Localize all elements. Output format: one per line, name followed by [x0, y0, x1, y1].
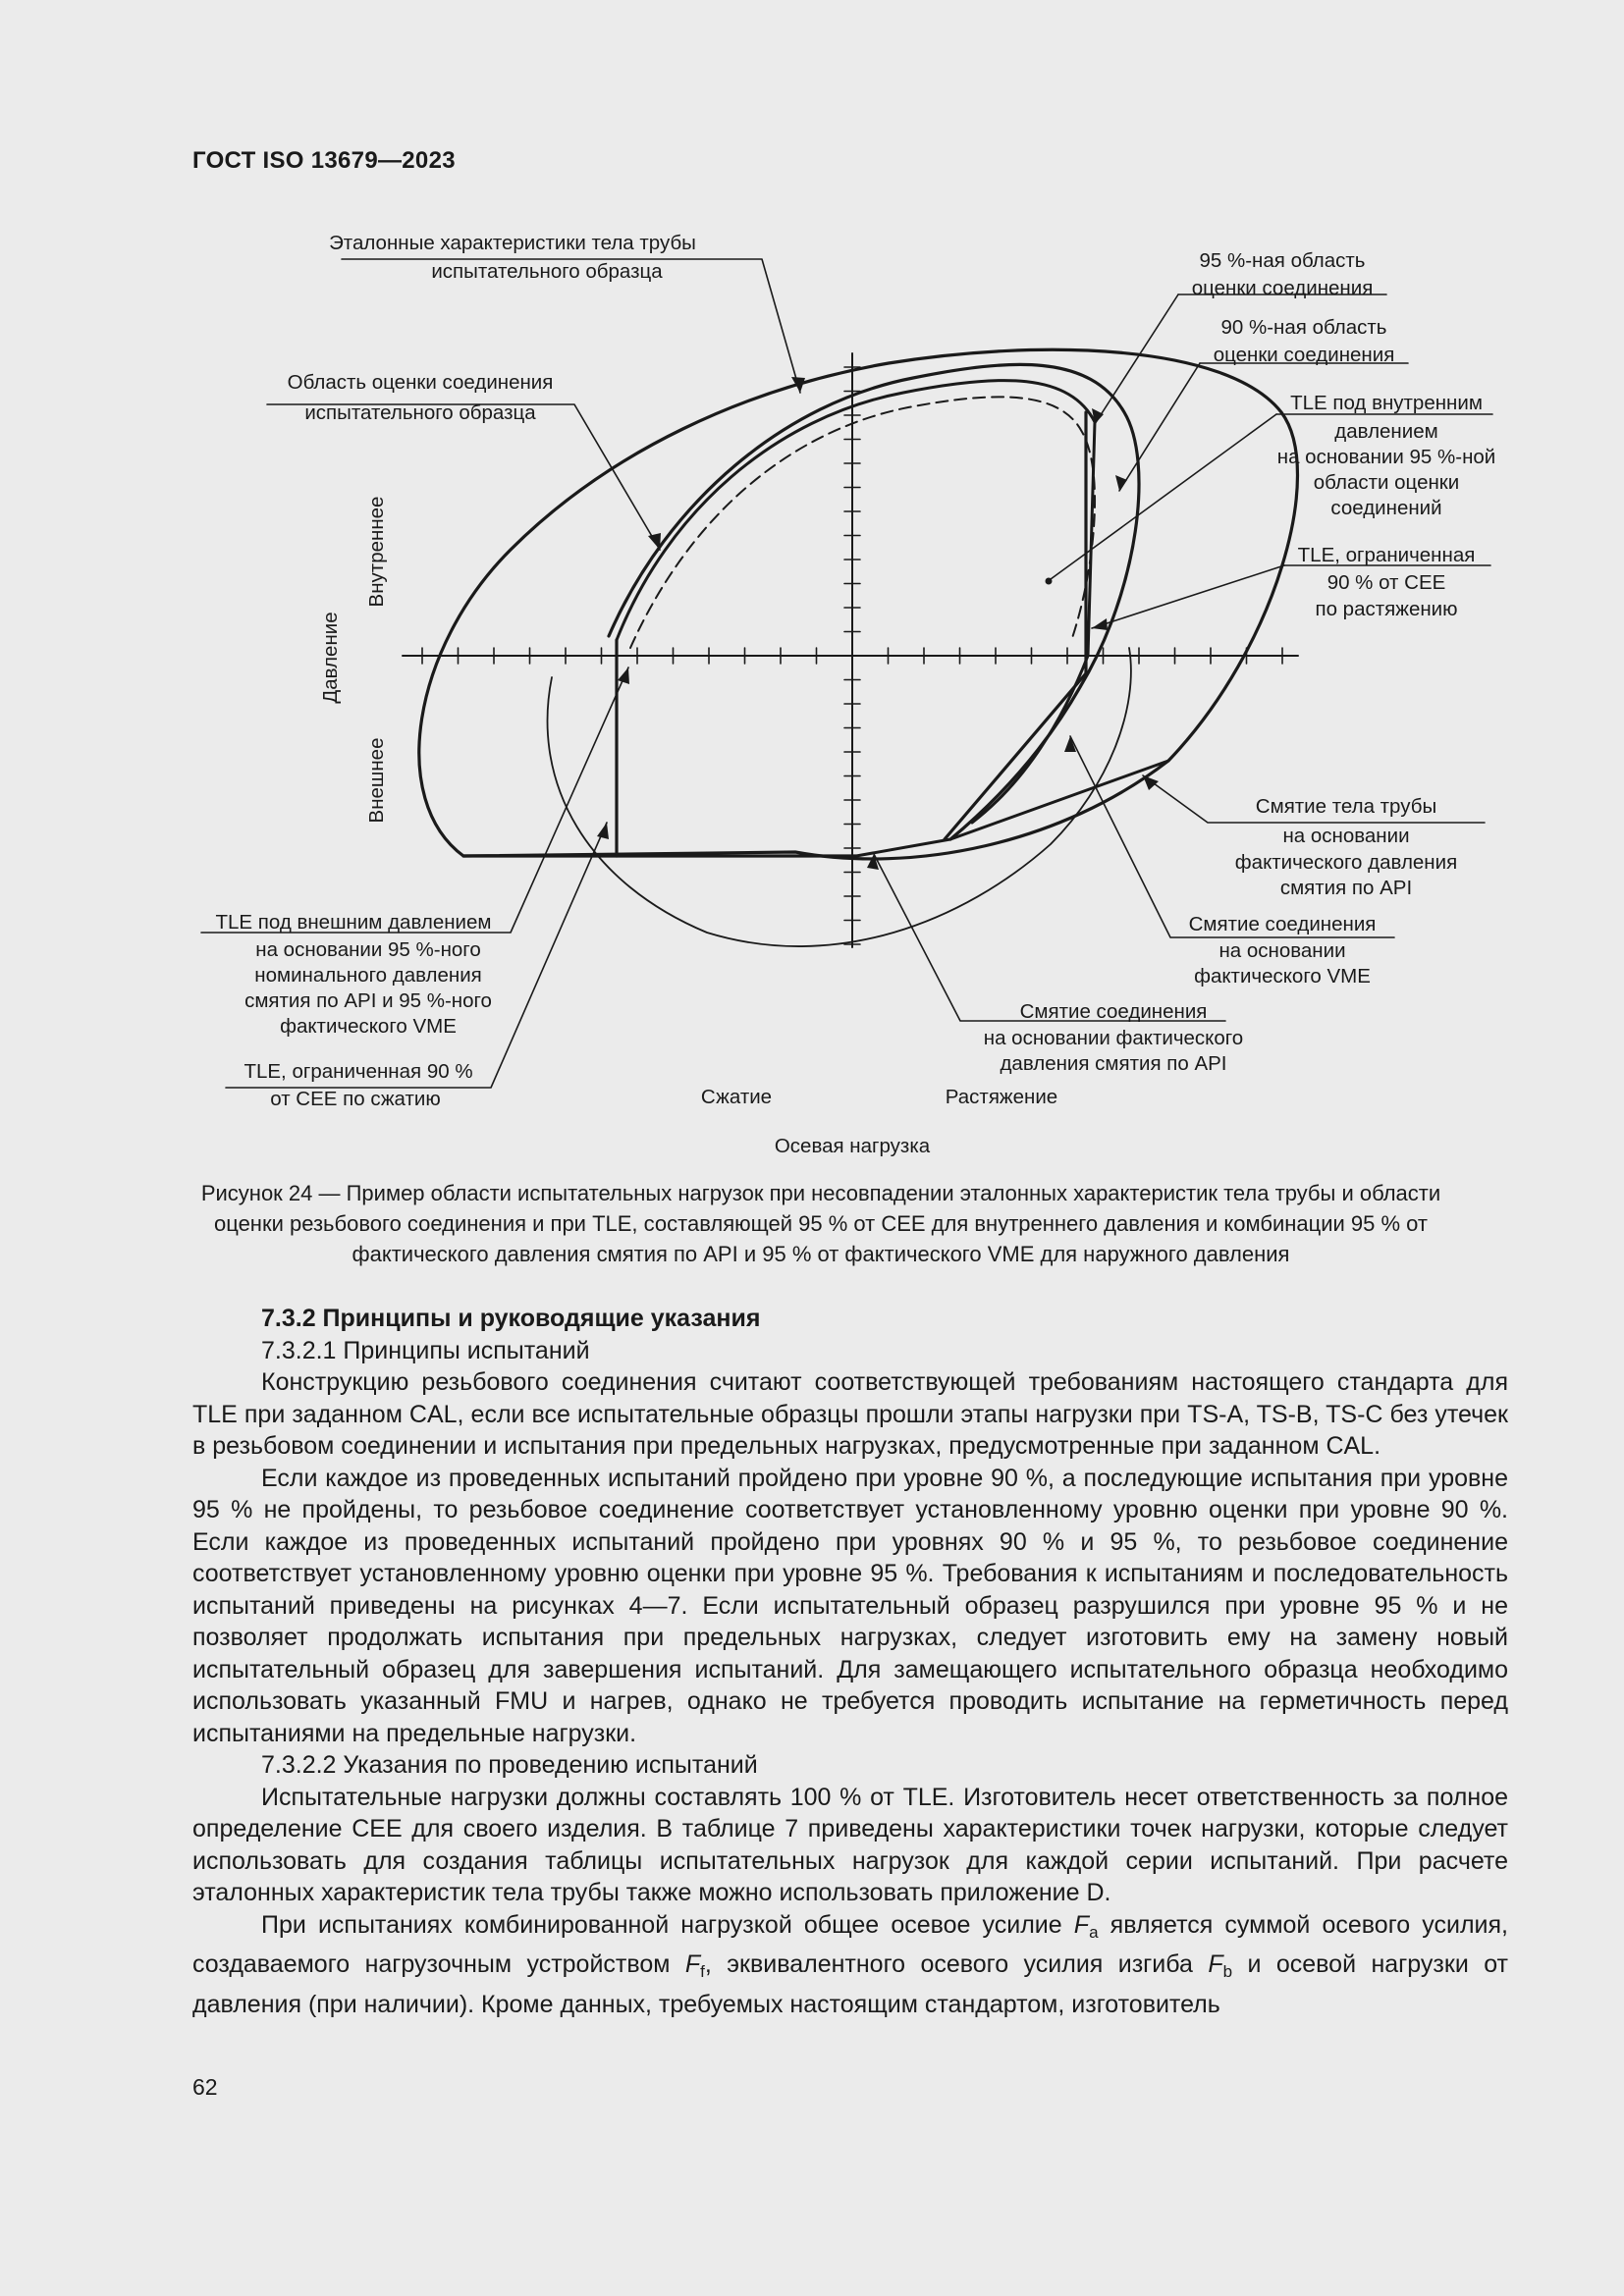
label-tle-compression-2: от CEE по сжатию: [270, 1088, 441, 1110]
figure-caption: Рисунок 24 — Пример области испытательных нагрузок при несовпадении эталонных характеристик тела трубы и области оценки резьбового соединения и при TLE, составляющей 95 % от CEE для внутреннего давления и комбинации 95 % от фактического давления смятия по API и 95 % от фактического VME для наружного давления: [200, 1181, 1441, 1266]
label-tle-external-5: фактического VME: [280, 1015, 457, 1038]
axis-label-internal: Внутреннее: [365, 496, 388, 608]
label-collapse-pipe-2: на основании: [1282, 825, 1410, 847]
label-pipe-body-1: Эталонные характеристики тела трубы: [329, 232, 696, 254]
paragraph-2: Если каждое из проведенных испытаний пройдено при уровне 90 %, а последующие испытания при уровне 95 % не пройдены, то резьбовое соединение соответствует установленному уровню оценки при уровне 90 %. Если каждое из проведенных испытаний пройдено при уровнях 90 % и 95 %, то резьбовое соединение соответствует установленному уровню оценки при уровне 95 %. Требования к испытаниям и последовательность испытаний приведены на рисунках 4—7. Если испытательный образец разрушился при уровне 95 % и не позволяет продолжать испытания при предельных нагрузках, следует изготовить ему на замену новый испытательный образец для завершения испытаний. Для замещающего испытательного образца необходимо использовать указанный FMU и нагрев, однако не требуется проводить испытание на герметичность перед испытаниями на предельные нагрузки.: [192, 1464, 1508, 1747]
label-area90-1: 90 %-ная область: [1220, 316, 1387, 339]
paragraph-1: Конструкцию резьбового соединения считают соответствующей требованиям настоящего стандарта для TLE при заданном CAL, если все испытательные образцы прошли этапы нагрузки при TS-A, TS-B, TS-C без утечек в резьбовом соединении и испытания при предельных нагрузках, предусмотренные при заданном CAL.: [192, 1368, 1508, 1460]
pipe-collapse-curve: [856, 761, 1168, 856]
label-area95-2: оценки соединения: [1191, 277, 1374, 299]
label-tle-external-3: номинального давления: [254, 964, 482, 987]
connection-area-outer: [609, 364, 1139, 839]
axis-label-tension: Растяжение: [945, 1086, 1058, 1108]
label-tle-external-4: смятия по API и 95 %-ного: [244, 989, 492, 1012]
document-header: ГОСТ ISO 13679—2023: [192, 147, 456, 174]
label-tle-compression-1: TLE, ограниченная 90 %: [244, 1060, 473, 1083]
label-tle-external-1: TLE под внешним давлением: [215, 911, 492, 934]
page-number: 62: [192, 2074, 218, 2100]
area-95-boundary: [617, 381, 1095, 823]
label-collapse-api-3: давления смятия по API: [1000, 1052, 1227, 1075]
label-tle-tension-2: 90 % от CEE: [1326, 571, 1446, 594]
label-collapse-pipe-3: фактического давления: [1234, 851, 1458, 874]
section-heading-7-3-2: 7.3.2 Принципы и руководящие указания: [261, 1305, 761, 1332]
axis-label-pressure: Давление: [319, 612, 342, 704]
label-collapse-api-2: на основании фактического: [983, 1027, 1244, 1049]
label-tle-internal-2: давлением: [1334, 420, 1438, 443]
label-tle-tension-1: TLE, ограниченная: [1297, 544, 1476, 566]
label-collapse-vme-2: на основании: [1218, 939, 1346, 962]
label-collapse-pipe-4: смятия по API: [1279, 877, 1413, 899]
area-90-boundary: [630, 397, 1095, 648]
paragraph-3: Испытательные нагрузки должны составлять 100 % от TLE. Изготовитель несет ответственность за полное определение CEE для своего изделия. В таблице 7 приведены характеристики точек нагрузки, которые следует использовать для создания таблицы испытательных нагрузок для каждой серии испытаний. При расчете эталонных характеристик тела трубы также можно использовать приложение D.: [192, 1783, 1508, 1906]
label-connection-area-1: Область оценки соединения: [287, 371, 554, 394]
label-collapse-vme-3: фактического VME: [1194, 965, 1371, 988]
label-tle-internal-3: на основании 95 %-ной: [1276, 446, 1496, 468]
section-heading-7-3-2-1: 7.3.2.1 Принципы испытаний: [261, 1336, 590, 1364]
document-body: [192, 1303, 1508, 2020]
axis-label-load: Осевая нагрузка: [774, 1135, 931, 1157]
label-connection-area-2: испытательного образца: [304, 401, 536, 424]
paragraph-4: При испытаниях комбинированной нагрузкой общее осевое усилие $F_a$ является суммой осевого усилия, создаваемого нагрузочным устройством $F_f$, эквивалентного осевого усилия изгиба $F_b$ и осевой нагрузки от давления (при наличии). Кроме данных, требуемых настоящим стандартом, изготовитель: [192, 1910, 1508, 2018]
label-collapse-api-1: Смятие соединения: [1019, 1000, 1208, 1023]
label-tle-tension-3: по растяжению: [1315, 598, 1458, 620]
label-collapse-vme-1: Смятие соединения: [1188, 913, 1377, 935]
label-tle-internal-5: соединений: [1330, 497, 1442, 519]
connection-lower-ellipse: [548, 648, 1131, 946]
label-pipe-body-2: испытательного образца: [431, 260, 663, 283]
label-area95-1: 95 %-ная область: [1199, 249, 1366, 272]
label-tle-internal-1: TLE под внутренним: [1290, 392, 1483, 414]
axis-label-external: Внешнее: [365, 737, 388, 824]
leader-tle-external: [201, 667, 628, 933]
section-heading-7-3-2-2: 7.3.2.2 Указания по проведению испытаний: [261, 1751, 758, 1779]
label-tle-internal-4: области оценки: [1313, 471, 1460, 494]
axis-label-compression: Сжатие: [700, 1086, 773, 1108]
label-area90-2: оценки соединения: [1213, 344, 1395, 366]
label-collapse-pipe-1: Смятие тела трубы: [1255, 795, 1437, 818]
label-tle-external-2: на основании 95 %-ного: [255, 938, 481, 961]
